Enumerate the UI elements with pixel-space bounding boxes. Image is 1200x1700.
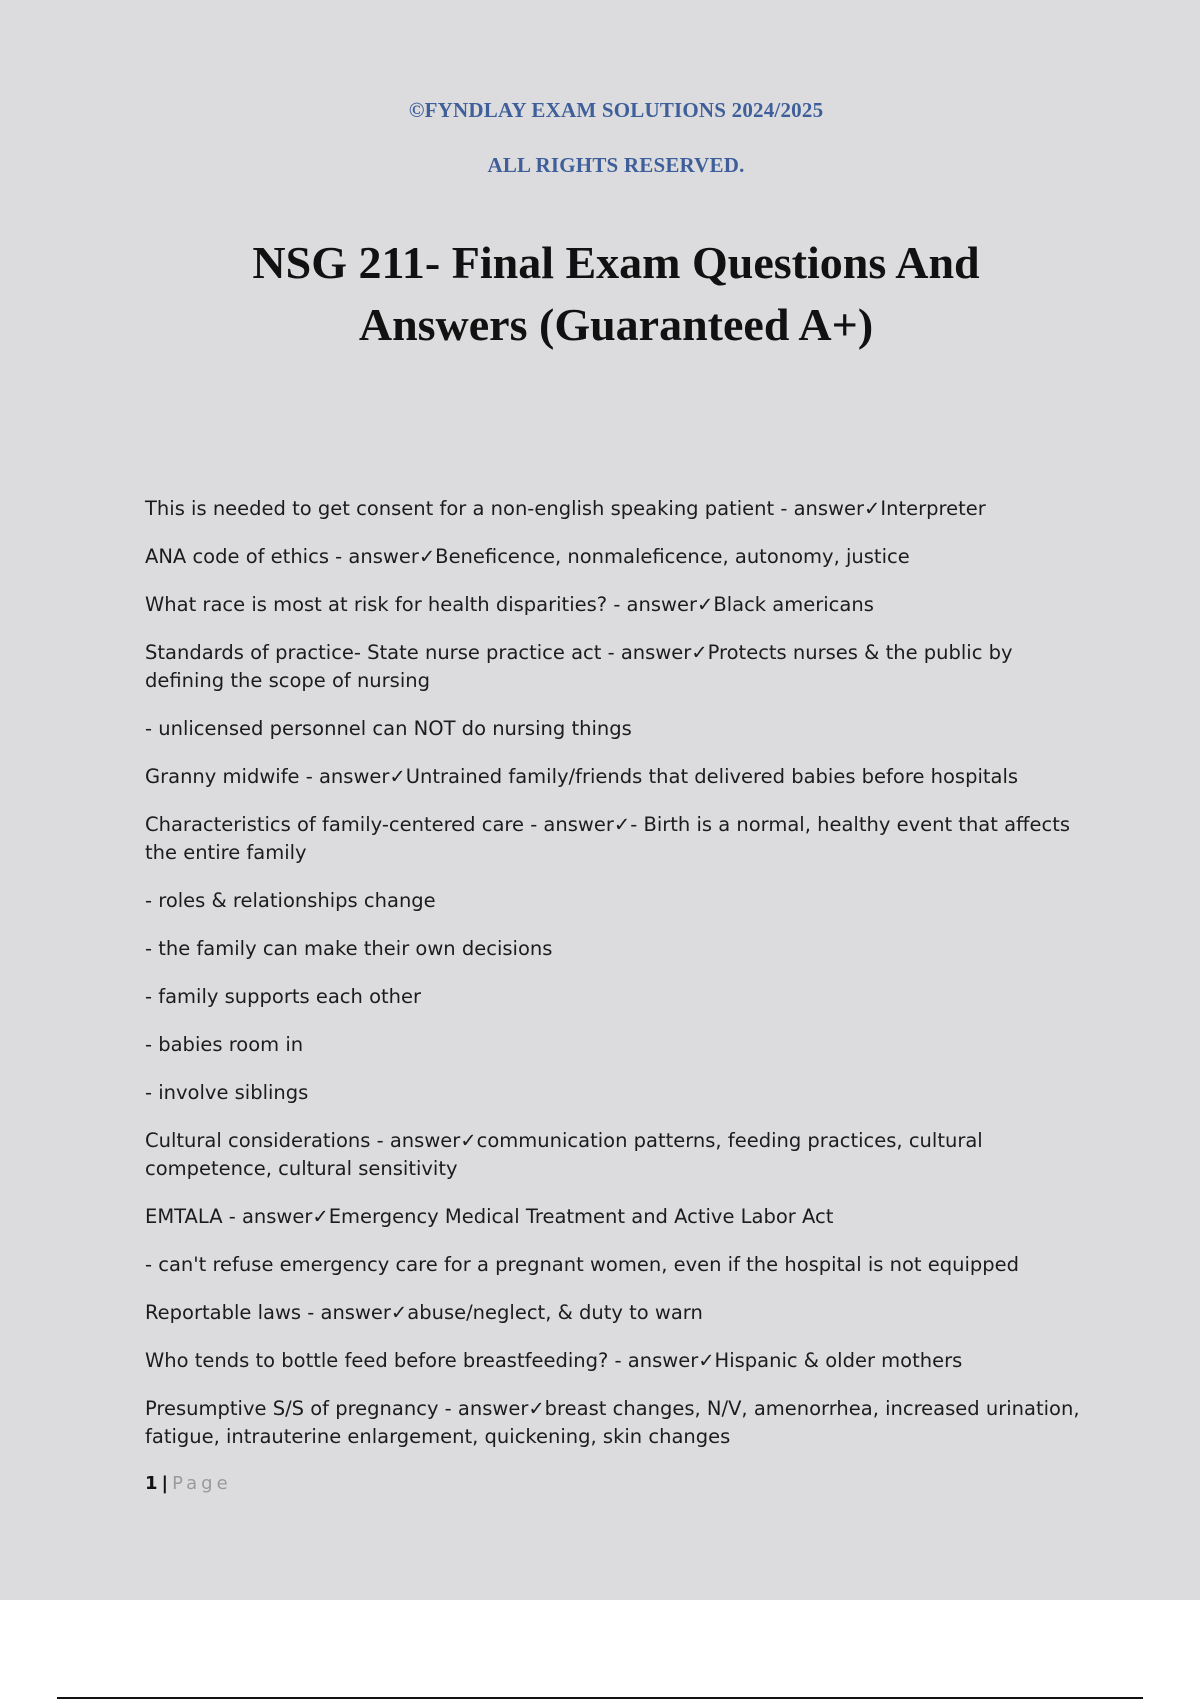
- qa-item: Reportable laws - answer✓abuse/neglect, & duty to warn: [145, 1301, 703, 1324]
- title-line-1: NSG 211- Final Exam Questions And: [252, 237, 980, 288]
- title-line-2: Answers (Guaranteed A+): [358, 299, 874, 350]
- qa-item: - babies room in: [145, 1033, 304, 1056]
- qa-item: Standards of practice- State nurse practice act - answer✓Protects nurses & the public by defining the scope of nursing: [145, 641, 1013, 692]
- page-label: Page: [172, 1473, 232, 1494]
- qa-item: Granny midwife - answer✓Untrained family/friends that delivered babies before hospitals: [145, 765, 1019, 788]
- qa-item: - can't refuse emergency care for a pregnant women, even if the hospital is not equipped: [145, 1253, 1020, 1276]
- qa-item: Who tends to bottle feed before breastfeeding? - answer✓Hispanic & older mothers: [145, 1349, 963, 1372]
- qa-item: This is needed to get consent for a non-english speaking patient - answer✓Interpreter: [145, 497, 986, 520]
- bottom-divider: [57, 1697, 1143, 1699]
- document-title: [0, 232, 1200, 356]
- qa-item: - the family can make their own decisions: [145, 937, 553, 960]
- qa-item: - unlicensed personnel can NOT do nursing things: [145, 717, 632, 740]
- qa-list: [145, 495, 1095, 1471]
- qa-item: ANA code of ethics - answer✓Beneficence, nonmaleficence, autonomy, justice: [145, 545, 910, 568]
- footer-separator: |: [161, 1473, 169, 1494]
- qa-item: - involve siblings: [145, 1081, 309, 1104]
- qa-item: EMTALA - answer✓Emergency Medical Treatment and Active Labor Act: [145, 1205, 834, 1228]
- copyright-notice: ©FYNDLAY EXAM SOLUTIONS 2024/2025: [408, 98, 824, 122]
- page-footer: [145, 1473, 232, 1494]
- qa-item: Presumptive S/S of pregnancy - answer✓breast changes, N/V, amenorrhea, increased urination, fatigue, intrauterine enlargement, quickening, skin changes: [145, 1397, 1080, 1448]
- qa-item: - family supports each other: [145, 985, 422, 1008]
- qa-item: - roles & relationships change: [145, 889, 436, 912]
- qa-item: Cultural considerations - answer✓communication patterns, feeding practices, cultural competence, cultural sensitivity: [145, 1129, 983, 1180]
- qa-item: Characteristics of family-centered care - answer✓- Birth is a normal, healthy event that affects the entire family: [145, 813, 1071, 864]
- rights-notice: ALL RIGHTS RESERVED.: [487, 153, 745, 177]
- page-number: 1: [145, 1473, 158, 1494]
- qa-item: What race is most at risk for health disparities? - answer✓Black americans: [145, 593, 874, 616]
